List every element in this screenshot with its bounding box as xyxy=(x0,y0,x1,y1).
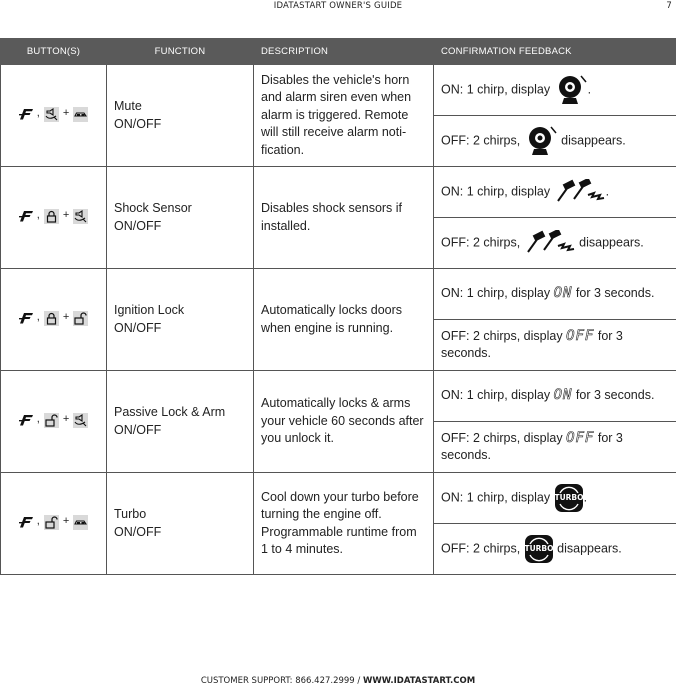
feedback-on-suffix: . xyxy=(587,82,592,97)
function-state: ON/OFF xyxy=(114,218,162,233)
feedback-on-suffix: . xyxy=(583,490,588,505)
function-state: ON/OFF xyxy=(114,524,162,539)
function-name: Turbo xyxy=(114,507,147,521)
lcd-off-display: OFF xyxy=(566,429,595,446)
description-cell: Cool down your turbo before turning the engine off. Programmable runtime from 1 to 4 minutes. xyxy=(254,473,434,575)
description-cell: Automatically locks doors when engine is running. xyxy=(254,269,434,371)
function-cell xyxy=(107,473,254,575)
feedback-off-text: OFF: 2 chirps, xyxy=(441,541,521,556)
description-cell: Automatically locks & arms your vehicle 60 seconds after you unlock it. xyxy=(254,371,434,473)
buttons-cell xyxy=(1,167,107,269)
svg-text:TURBO: TURBO xyxy=(554,493,584,502)
feedback-off-text: OFF: 2 chirps, display xyxy=(441,328,563,343)
feedback-off-suffix: for 3 seconds. xyxy=(441,430,623,462)
f-icon xyxy=(19,516,33,528)
function-name: Ignition Lock xyxy=(114,303,185,317)
comma-separator: , xyxy=(36,515,40,528)
feedback-on-suffix: . xyxy=(605,184,610,199)
unlock-icon xyxy=(73,311,88,326)
feedback-on-cell xyxy=(434,473,676,524)
unlock-icon xyxy=(44,515,59,530)
f-icon xyxy=(19,312,33,324)
plus-separator: + xyxy=(62,311,70,324)
buttons-cell xyxy=(1,473,107,575)
function-cell xyxy=(107,371,254,473)
shock-sensor-icon xyxy=(524,230,576,256)
lcd-on-display: ON xyxy=(553,285,573,302)
feedback-off-suffix: disappears. xyxy=(579,235,644,250)
unlock-icon xyxy=(44,413,59,428)
description-cell: Disables shock sensors if installed. xyxy=(254,167,434,269)
plus-separator: + xyxy=(62,515,70,528)
mute-icon xyxy=(44,107,59,122)
function-state: ON/OFF xyxy=(114,116,162,131)
mute-icon xyxy=(73,209,88,224)
feedback-on-text: ON: 1 chirp, display xyxy=(441,490,551,505)
shock-sensor-icon xyxy=(554,179,606,205)
feedback-off-text: OFF: 2 chirps, xyxy=(441,133,521,148)
col-header-description: DESCRIPTION xyxy=(254,39,434,65)
function-cell xyxy=(107,167,254,269)
table-row xyxy=(1,269,676,320)
plus-separator: + xyxy=(62,209,70,222)
lcd-off-display: OFF xyxy=(566,327,595,344)
feedback-on-text: ON: 1 chirp, display xyxy=(441,388,551,403)
page-footer xyxy=(0,676,676,686)
feedback-off-cell xyxy=(434,524,676,575)
table-row xyxy=(1,473,676,524)
comma-separator: , xyxy=(36,413,40,426)
feedback-off-suffix: disappears. xyxy=(557,541,622,556)
siren-muted-icon xyxy=(554,74,588,106)
function-name: Shock Sensor xyxy=(114,201,192,215)
lock-icon xyxy=(44,209,59,224)
feedback-on-suffix: for 3 seconds. xyxy=(575,286,655,301)
feedback-off-text: OFF: 2 chirps, xyxy=(441,235,521,250)
function-name: Passive Lock & Arm xyxy=(114,405,226,419)
support-phone: CUSTOMER SUPPORT: 866.427.2999 / xyxy=(200,676,363,686)
lcd-on-display: ON xyxy=(553,387,573,404)
feedback-off-cell xyxy=(434,422,676,473)
comma-separator: , xyxy=(36,209,40,222)
buttons-cell xyxy=(1,371,107,473)
function-state: ON/OFF xyxy=(114,422,162,437)
table-row xyxy=(1,167,676,218)
programming-table xyxy=(0,38,676,575)
feedback-on-text: ON: 1 chirp, display xyxy=(441,82,551,97)
feedback-off-cell xyxy=(434,116,676,167)
trunk-icon xyxy=(73,107,88,122)
feedback-off-suffix: disappears. xyxy=(561,133,626,148)
feedback-on-suffix: for 3 seconds. xyxy=(575,388,655,403)
description-cell: Disables the vehicle's horn and alarm siren even when alarm is triggered. Remote will still receive alarm noti-fication. xyxy=(254,65,434,167)
table-header-row xyxy=(1,39,676,65)
table-row xyxy=(1,371,676,422)
feedback-off-cell xyxy=(434,320,676,371)
table-row xyxy=(1,65,676,116)
feedback-on-text: ON: 1 chirp, display xyxy=(441,184,551,199)
plus-separator: + xyxy=(62,413,70,426)
page-header xyxy=(0,0,676,14)
page-number: 7 xyxy=(666,1,672,11)
f-icon xyxy=(19,210,33,222)
turbo-icon xyxy=(524,534,554,564)
mute-icon xyxy=(73,413,88,428)
function-cell xyxy=(107,269,254,371)
siren-muted-icon xyxy=(524,125,558,157)
feedback-off-text: OFF: 2 chirps, display xyxy=(441,430,563,445)
comma-separator: , xyxy=(36,107,40,120)
plus-separator: + xyxy=(62,107,70,120)
feedback-on-text: ON: 1 chirp, display xyxy=(441,286,551,301)
feedback-on-cell xyxy=(434,65,676,116)
f-icon xyxy=(19,414,33,426)
guide-title: IDATASTART OWNER'S GUIDE xyxy=(273,1,403,11)
function-state: ON/OFF xyxy=(114,320,162,335)
feedback-off-suffix: for 3 seconds. xyxy=(441,328,623,360)
function-cell xyxy=(107,65,254,167)
svg-text:TURBO: TURBO xyxy=(524,544,554,553)
f-icon xyxy=(19,108,33,120)
comma-separator: , xyxy=(36,311,40,324)
col-header-feedback: CONFIRMATION FEEDBACK xyxy=(434,39,676,65)
feedback-off-cell xyxy=(434,218,676,269)
buttons-cell xyxy=(1,65,107,167)
feedback-on-cell xyxy=(434,269,676,320)
lock-icon xyxy=(44,311,59,326)
feedback-on-cell xyxy=(434,167,676,218)
trunk-icon xyxy=(73,515,88,530)
website-link[interactable]: WWW.IDATASTART.COM xyxy=(362,676,476,686)
function-name: Mute xyxy=(114,99,142,113)
col-header-function: FUNCTION xyxy=(107,39,254,65)
feedback-on-cell xyxy=(434,371,676,422)
turbo-icon xyxy=(554,483,584,513)
buttons-cell xyxy=(1,269,107,371)
col-header-buttons: BUTTON(S) xyxy=(1,39,107,65)
